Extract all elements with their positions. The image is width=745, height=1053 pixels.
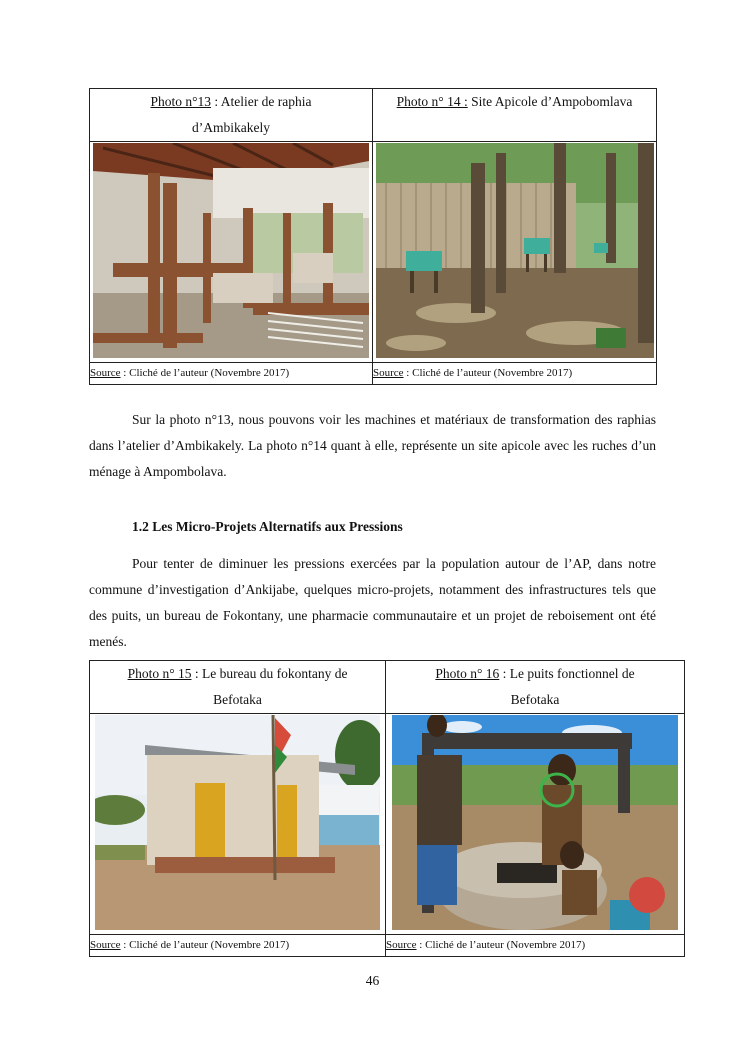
photo13-caption-label: Photo n°13 bbox=[150, 94, 212, 109]
photo15-caption-line2: Befotaka bbox=[213, 692, 262, 707]
photo13-source bbox=[90, 363, 373, 385]
photo15-caption bbox=[90, 661, 385, 713]
photo16-source bbox=[386, 935, 685, 957]
photo14-image bbox=[376, 143, 654, 358]
photo15-caption-cell bbox=[90, 661, 386, 714]
photo15-source bbox=[90, 935, 386, 957]
photo14-image-cell bbox=[373, 142, 657, 363]
photo14-caption-text: Site Apicole d’Ampobomlava bbox=[467, 94, 633, 109]
photo16-image bbox=[392, 715, 678, 930]
photo14-caption-cell bbox=[373, 89, 657, 142]
photo16-source-text: : Cliché de l’auteur (Novembre 2017) bbox=[416, 939, 586, 951]
section-heading: 1.2 Les Micro-Projets Alternatifs aux Pressions bbox=[132, 519, 403, 534]
photo15-caption-text: : Le bureau du fokontany de bbox=[191, 666, 348, 681]
photo16-source-label: Source bbox=[386, 939, 417, 951]
photo15-image-cell bbox=[90, 714, 386, 935]
photo13-caption-cell bbox=[90, 89, 373, 142]
photo13-image bbox=[93, 143, 369, 358]
photo16-caption bbox=[386, 661, 684, 713]
photo15-caption-label: Photo n° 15 bbox=[127, 666, 192, 681]
photo16-caption-cell bbox=[386, 661, 685, 714]
photo15-source-text: : Cliché de l’auteur (Novembre 2017) bbox=[120, 939, 290, 951]
photo14-source-label: Source bbox=[373, 367, 404, 379]
photo16-caption-line2: Befotaka bbox=[510, 692, 560, 707]
photo-table-1 bbox=[89, 88, 657, 385]
photo14-source bbox=[373, 363, 657, 385]
photo15-image bbox=[95, 715, 380, 930]
photo13-image-cell bbox=[90, 142, 373, 363]
photo13-caption-line2: d’Ambikakely bbox=[192, 120, 270, 135]
photo15-source-label: Source bbox=[90, 939, 121, 951]
photo16-image-cell bbox=[386, 714, 685, 935]
photo16-caption-label: Photo n° 16 bbox=[435, 666, 500, 681]
photo16-caption-text: : Le puits fonctionnel de bbox=[499, 666, 635, 681]
paragraph-photo-description: Sur la photo n°13, nous pouvons voir les machines et matériaux de transformation des raphias dans l’atelier d’Ambikakely. La photo n°14 quant à elle, représente un site apicole avec les ruches d’un ménage à Ampombolava. bbox=[89, 412, 656, 479]
photo14-source-text: : Cliché de l’auteur (Novembre 2017) bbox=[403, 367, 573, 379]
photo13-source-text: : Cliché de l’auteur (Novembre 2017) bbox=[120, 367, 290, 379]
photo13-source-label: Source bbox=[90, 367, 121, 379]
paragraph-micro-projects: Pour tenter de diminuer les pressions exercées par la population autour de l’AP, dans notre commune d’investigation d’Ankijabe, quelques micro-projets, notamment des infrastructures tels que des puits, un bureau de Fokontany, une pharmacie communautaire et un projet de reboisement ont été menés. bbox=[89, 556, 656, 649]
photo13-caption bbox=[90, 89, 372, 141]
photo-table-2 bbox=[89, 660, 685, 957]
photo13-caption-text: : Atelier de raphia bbox=[211, 94, 312, 109]
photo14-caption-label: Photo n° 14 : bbox=[396, 94, 468, 109]
page-number: 46 bbox=[365, 973, 380, 988]
photo14-caption bbox=[373, 89, 656, 115]
